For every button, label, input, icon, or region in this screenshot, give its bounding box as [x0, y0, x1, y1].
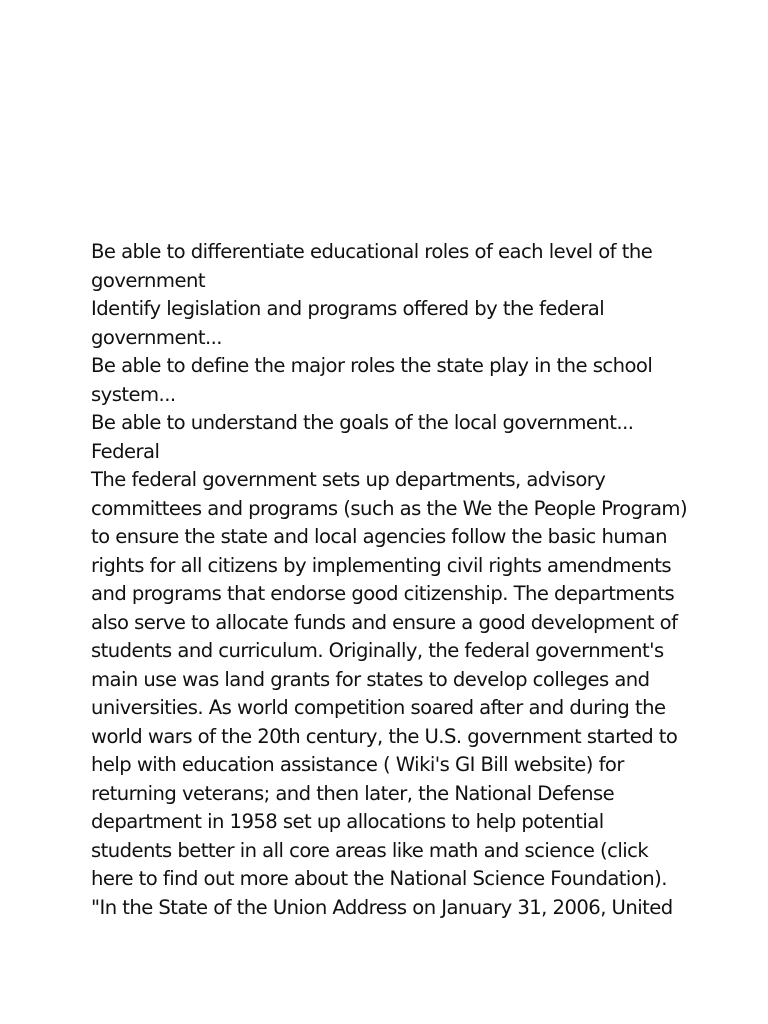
text-line: also serve to allocate funds and ensure a good development of: [91, 610, 678, 634]
text-line: Be able to define the major roles the state play in the school: [91, 354, 653, 377]
text-line: students better in all core areas like math and science (click: [91, 838, 649, 862]
text-line: universities. As world competition soared after and during the: [91, 696, 666, 719]
text-line: main use was land grants for states to develop colleges and: [91, 667, 650, 691]
text-line: department in 1958 set up allocations to help potential: [91, 810, 604, 833]
document-text: [91, 238, 691, 922]
text-line: here to find out more about the National Science Foundation).: [91, 867, 667, 890]
text-line: "In the State of the Union Address on January 31, 2006, United: [91, 895, 673, 919]
text-line: Be able to differentiate educational roles of each level of the: [91, 240, 653, 263]
text-line: returning veterans; and then later, the National Defense: [91, 781, 615, 805]
text-line: system...: [91, 382, 176, 406]
section-heading: Federal: [91, 439, 160, 463]
text-line: rights for all citizens by implementing civil rights amendments: [91, 553, 672, 577]
text-line: world wars of the 20th century, the U.S. government started to: [91, 724, 678, 748]
text-line: students and curriculum. Originally, the federal government's: [91, 639, 664, 662]
text-line: Be able to understand the goals of the local government...: [91, 411, 634, 434]
text-line: government: [91, 268, 205, 292]
text-line: to ensure the state and local agencies follow the basic human: [91, 525, 668, 548]
text-line: government...: [91, 325, 222, 349]
text-line: The federal government sets up departments, advisory: [91, 468, 606, 491]
text-line: committees and programs (such as the We the People Program): [91, 496, 688, 520]
text-line: help with education assistance ( Wiki's GI Bill website) for: [91, 753, 624, 776]
text-line: and programs that endorse good citizenship. The departments: [91, 582, 675, 605]
text-line: Identify legislation and programs offered by the federal: [91, 297, 605, 320]
